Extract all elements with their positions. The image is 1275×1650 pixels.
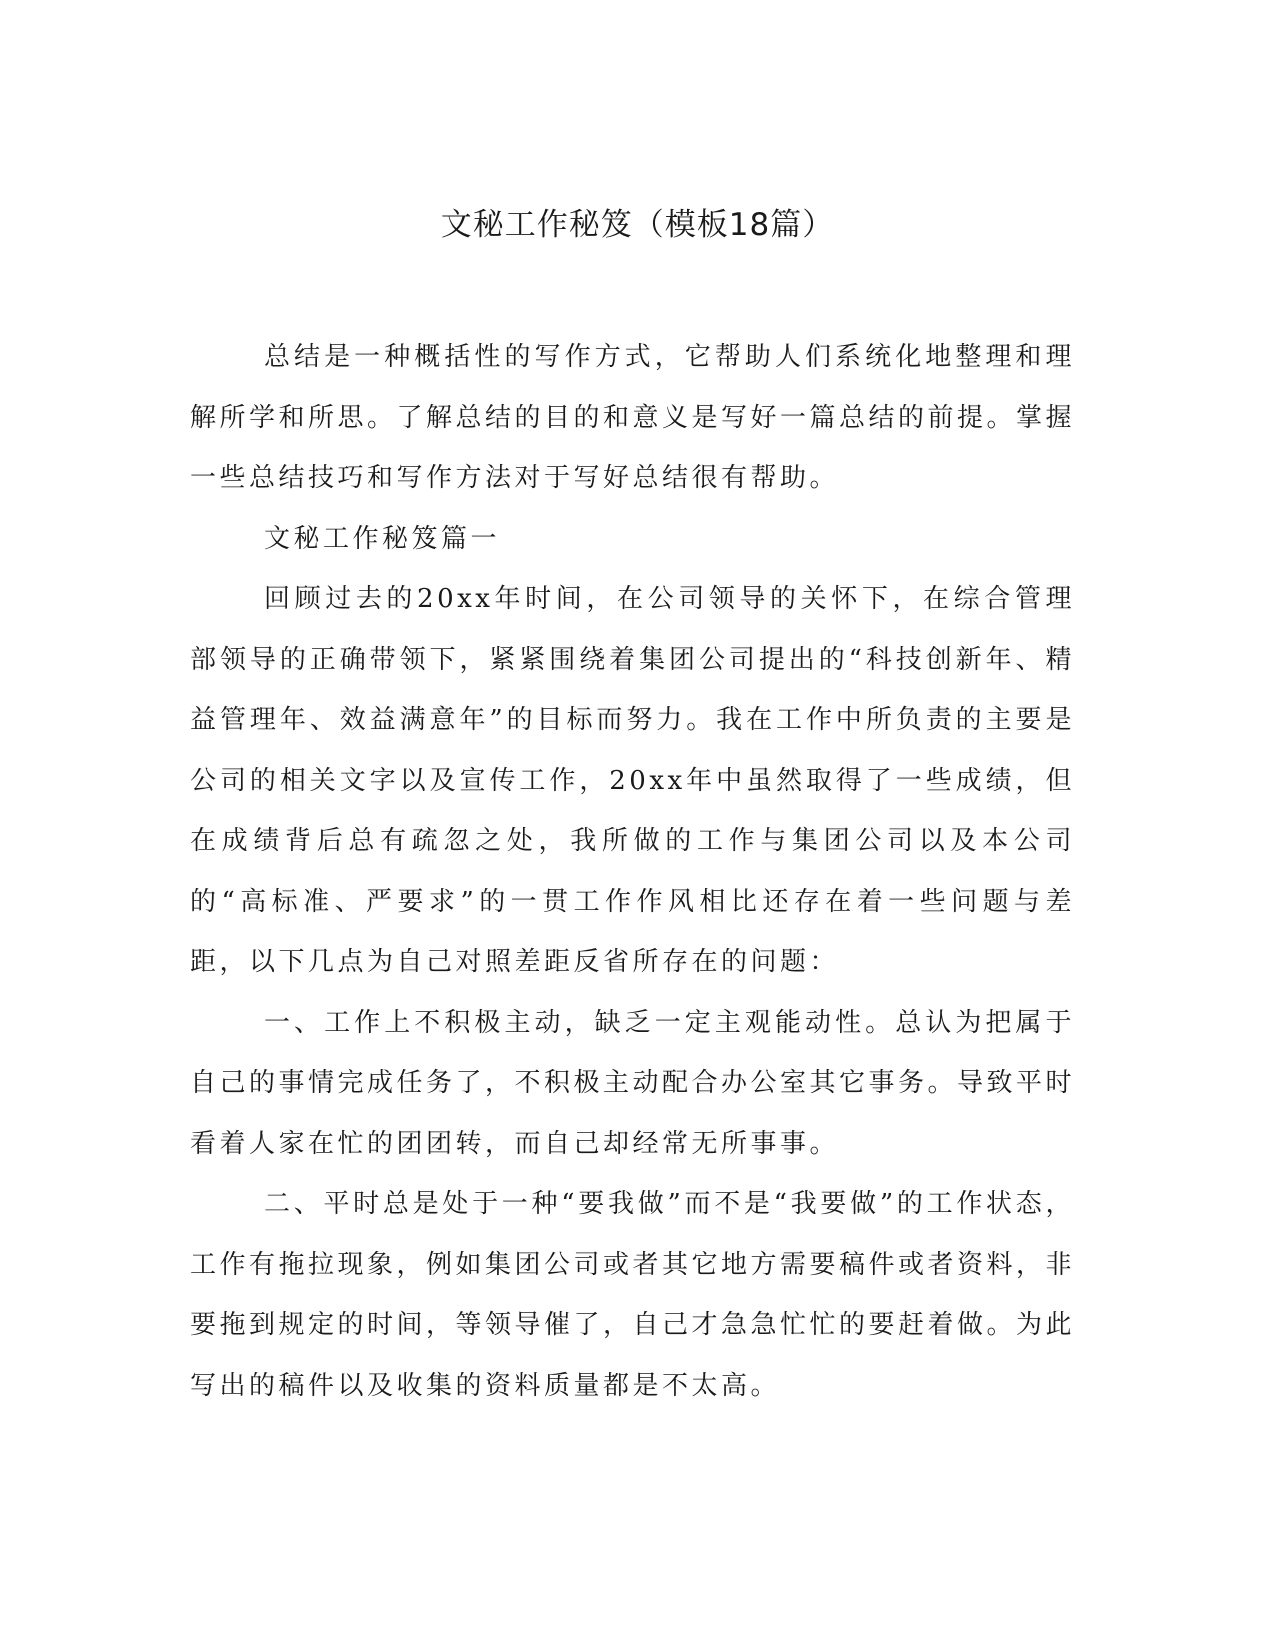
document-title: 文秘工作秘笈（模板18篇） (440, 207, 835, 243)
section-heading: 文秘工作秘笈篇一 (264, 523, 501, 554)
document-body (190, 327, 1075, 1416)
problem-two-paragraph: 二、平时总是处于一种“要我做”而不是“我要做”的工作状态，工作有拖拉现象，例如集团公司或者其它地方需要稿件或者资料，非要拖到规定的时间，等领导催了，自己才急急忙忙的要赶着做。为此写出的稿件以及收集的资料质量都是不太高。 (190, 1189, 1076, 1401)
review-paragraph: 回顾过去的20xx年时间，在公司领导的关怀下，在综合管理部领导的正确带领下，紧紧围绕着集团公司提出的“科技创新年、精益管理年、效益满意年”的目标而努力。我在工作中所负责的主要是公司的相关文字以及宣传工作，20xx年中虽然取得了一些成绩，但在成绩背后总有疏忽之处，我所做的工作与集团公司以及本公司的“高标准、严要求”的一贯工作作风相比还存在着一些问题与差距，以下几点为自己对照差距反省所存在的问题： (190, 584, 1075, 977)
intro-paragraph: 总结是一种概括性的写作方式，它帮助人们系统化地整理和理解所学和所思。了解总结的目的和意义是写好一篇总结的前提。掌握一些总结技巧和写作方法对于写好总结很有帮助。 (190, 342, 1076, 493)
problem-one-paragraph: 一、工作上不积极主动，缺乏一定主观能动性。总认为把属于自己的事情完成任务了，不积极主动配合办公室其它事务。导致平时看着人家在忙的团团转，而自己却经常无所事事。 (190, 1007, 1076, 1159)
